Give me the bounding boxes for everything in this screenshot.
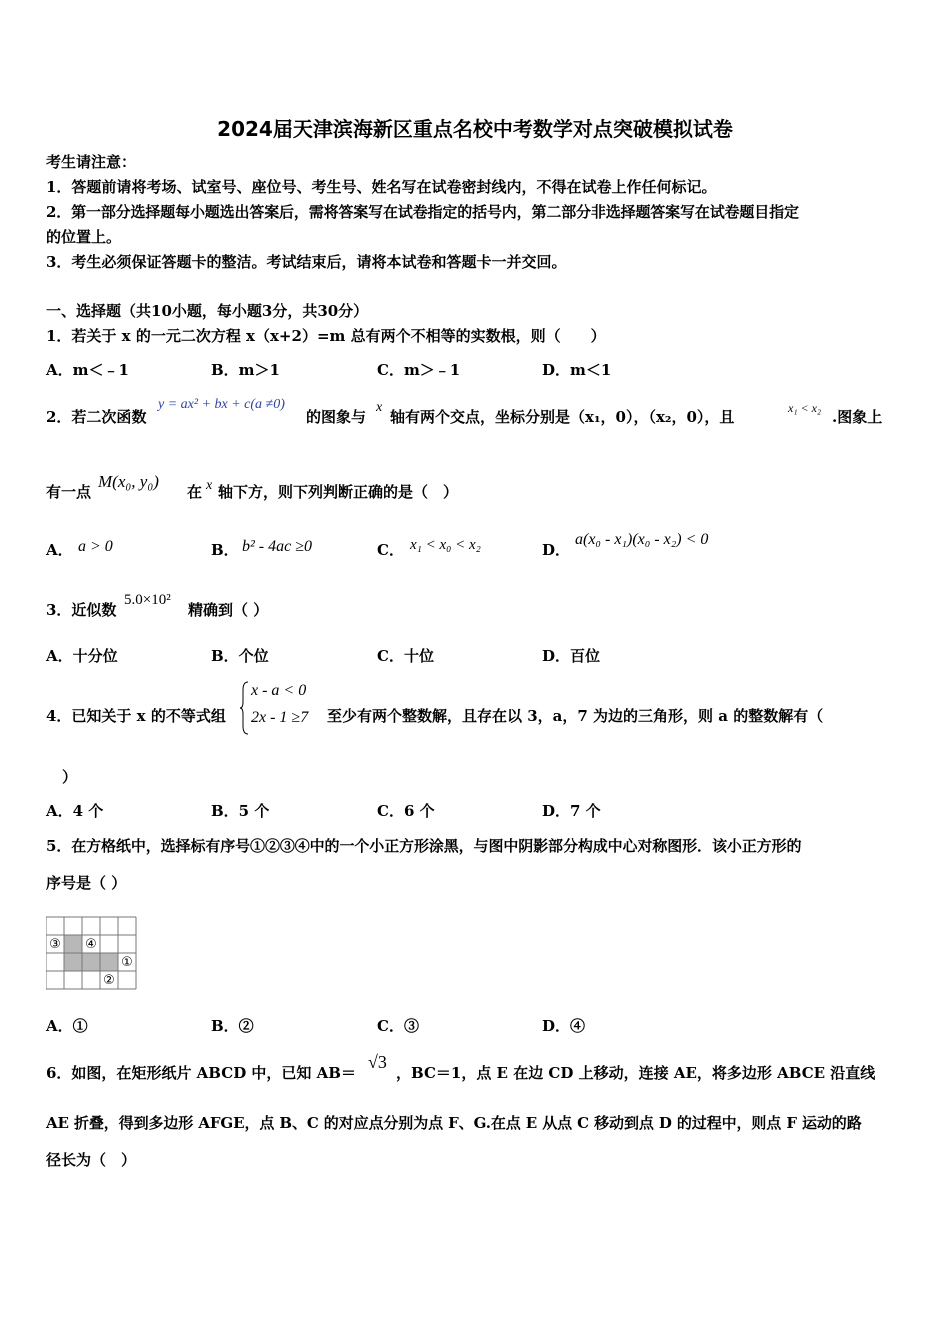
q3-number: 5.0×10²: [124, 592, 171, 608]
q1-option-c: C．m＞﹣1: [377, 361, 461, 379]
notice-item-3: 3．考生必须保证答题卡的整洁。考试结束后，请将本试卷和答题卡一并交回。: [46, 253, 567, 271]
q5-option-c: C．③: [377, 1017, 419, 1035]
q2-option-d: a(x₀ - x₁)(x₀ - x₂) < 0: [575, 531, 709, 548]
page-title: 2024届天津滨海新区重点名校中考数学对点突破模拟试卷: [217, 117, 733, 141]
grid-shade-cell: [100, 953, 118, 971]
q6-text-2: ，BC＝1，点 E 在边 CD 上移动，连接 AE，将多边形 ABCE 沿直线: [396, 1064, 876, 1082]
q3-option-c: C．十位: [377, 647, 434, 665]
notice-heading: 考生请注意：: [46, 153, 137, 171]
q2-label-a: A．: [46, 541, 73, 559]
q2-condition: x₁ < x₂: [788, 401, 822, 415]
notice-item-1: 1．答题前请将考场、试室号、座位号、考生号、姓名写在试卷密封线内，不得在试卷上作任何标记。: [46, 178, 717, 196]
q4-inequality-2: 2x - 1 ≥7: [251, 709, 309, 726]
q6-line-3: 径长为（ ）: [46, 1151, 137, 1169]
grid-mark-1: ①: [121, 955, 133, 970]
grid-mark-4: ④: [85, 937, 97, 952]
q6-sqrt3: √3: [368, 1052, 387, 1072]
q4-option-a: A．4 个: [46, 802, 104, 820]
q2-option-b: b² - 4ac ≥0: [242, 538, 313, 555]
q3-option-d: D．百位: [542, 647, 601, 665]
q2-label-c: C．: [377, 541, 404, 559]
q2-point-m: M(x₀, y₀): [98, 472, 159, 491]
q4-brace-icon: [240, 680, 250, 736]
q4-option-b: B．5 个: [211, 802, 270, 820]
q3-text-1: 3．近似数: [46, 601, 117, 619]
q3-text-2: 精确到（ ）: [188, 601, 269, 619]
notice-item-2: 2．第一部分选择题每小题选出答案后，需将答案写在试卷指定的括号内，第二部分非选择题答案写在试卷题目指定: [46, 203, 799, 221]
q1-option-a: A．m＜﹣1: [46, 361, 129, 379]
q3-option-b: B．个位: [211, 647, 269, 665]
q4-inequality-1: x - a < 0: [251, 682, 307, 699]
q2-label-b: B．: [211, 541, 239, 559]
q5-stem-line-1: 5．在方格纸中，选择标有序号①②③④中的一个小正方形涂黑，与图中阴影部分构成中心对称图形．该小正方形的: [46, 837, 802, 855]
q1-stem: 1．若关于 x 的一元二次方程 x（x+2）=m 总有两个不相等的实数根，则（ ）: [46, 327, 606, 345]
q5-option-d: D．④: [542, 1017, 586, 1035]
q4-text-2: 至少有两个整数解，且存在以 3，a，7 为边的三角形，则 a 的整数解有（: [327, 707, 824, 725]
q2-line2-b: 在: [187, 483, 203, 501]
grid-mark-3: ③: [49, 937, 61, 952]
q5-option-a: A．①: [46, 1017, 88, 1035]
q5-stem-line-2: 序号是（ ）: [46, 874, 127, 892]
q2-text-3: 轴有两个交点，坐标分别是（x₁，0），（x₂，0），且: [390, 408, 735, 426]
q2-option-c: x₁ < x₀ < x₂: [410, 537, 481, 553]
q2-x-var: x: [376, 400, 383, 415]
q5-option-b: B．②: [211, 1017, 254, 1035]
q6-text-1: 6．如图，在矩形纸片 ABCD 中，已知 AB＝: [46, 1064, 356, 1082]
q2-line2-a: 有一点: [46, 483, 92, 501]
grid-mark-2: ②: [103, 973, 115, 988]
q4-text-3: ）: [62, 768, 78, 786]
q3-option-a: A．十分位: [46, 647, 118, 665]
q4-text-1: 4．已知关于 x 的不等式组: [46, 707, 226, 725]
q1-option-b: B．m＞1: [211, 361, 280, 379]
grid-shade-cell: [64, 935, 82, 953]
q2-label-d: D．: [542, 541, 571, 559]
q4-option-c: C．6 个: [377, 802, 435, 820]
q2-text-1: 2．若二次函数: [46, 408, 147, 426]
q4-option-d: D．7 个: [542, 802, 601, 820]
q2-x-var-2: x: [206, 478, 213, 493]
q1-option-d: D．m＜1: [542, 361, 612, 379]
q2-text-2: 的图象与: [306, 408, 367, 426]
q5-grid-figure: [46, 912, 138, 998]
grid-shade-cell: [82, 953, 100, 971]
grid-shade-cell: [64, 953, 82, 971]
notice-item-2-cont: 的位置上。: [46, 228, 122, 246]
q2-line2-c: 轴下方，则下列判断正确的是（ ）: [218, 483, 459, 501]
q6-line-2: AE 折叠，得到多边形 AFGE，点 B、C 的对应点分别为点 F、G.在点 E 从点 C 移动到点 D 的过程中，则点 F 运动的路: [46, 1114, 862, 1132]
section-heading: 一、选择题（共10小题，每小题3分，共30分）: [46, 302, 369, 320]
q2-function: y = ax² + bx + c(a ≠0): [158, 397, 285, 412]
q2-option-a: a > 0: [78, 538, 113, 555]
q2-text-4: .图象上: [832, 408, 883, 426]
